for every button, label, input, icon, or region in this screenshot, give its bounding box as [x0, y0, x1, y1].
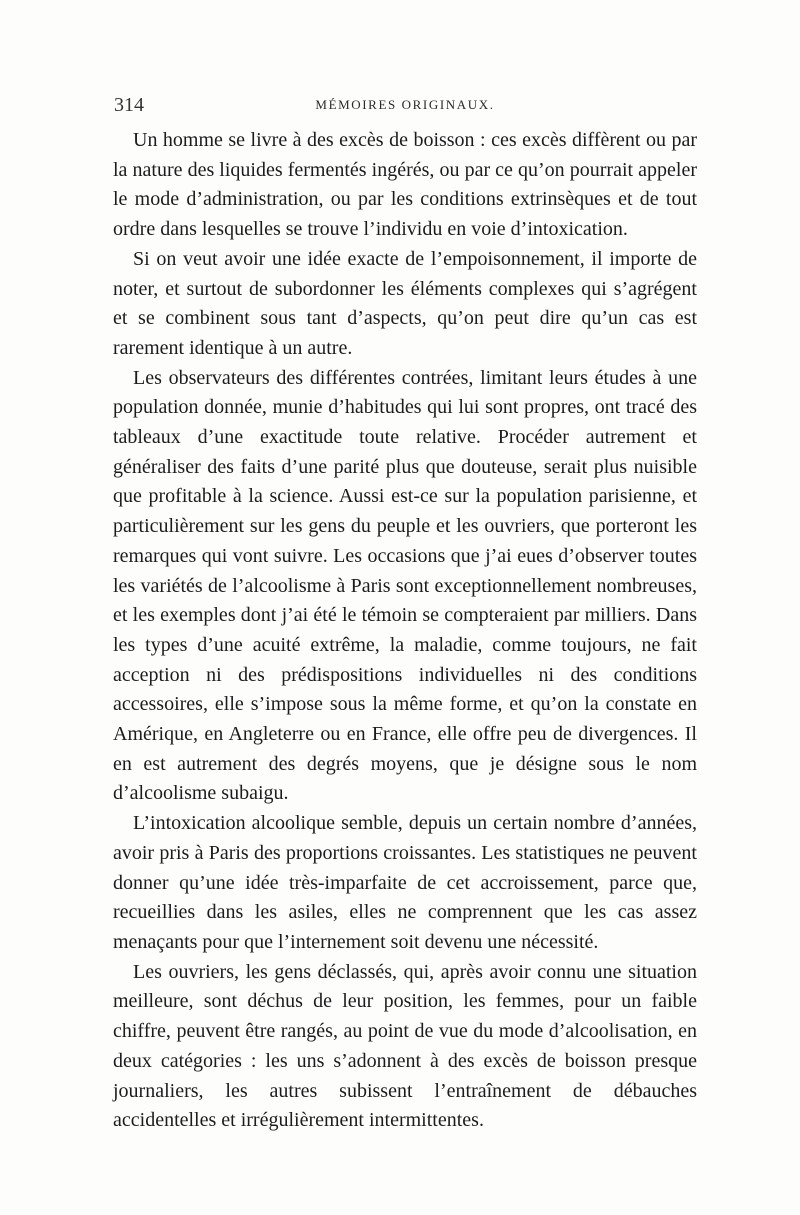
paragraph-3: Les observateurs des différentes contrées, limitant leurs études à une population donnée, munie d’habitudes qui lui sont propres, ont tracé des tableaux d’une exactitude toute relative. Procéder autrement et généraliser des faits d’une parité plus que douteuse, serait plus nuisible que profitable à la science. Aussi est-ce sur la population parisienne, et particulièrement sur les gens du peuple et les ouvriers, que porteront les remarques qui vont suivre. Les occasions que j’ai eues d’observer toutes les variétés de l’alcoolisme à Paris sont exceptionnellement nombreuses, et les exemples dont j’ai été le témoin se compteraient par milliers. Dans les types d’une acuité extrême, la maladie, comme toujours, ne fait acception ni des prédispositions individuelles ni des conditions accessoires, elle s’impose sous la même forme, et qu’on la constate en Amérique, en Angleterre ou en France, elle offre peu de divergences. Il en est autrement des degrés moyens, que je désigne sous le nom d’alcoolisme subaigu. — [113, 366, 697, 805]
running-title: MÉMOIRES ORIGINAUX. — [315, 97, 495, 112]
paragraph-4: L’intoxication alcoolique semble, depuis un certain nombre d’années, avoir pris à Paris des proportions croissantes. Les statistiques ne peuvent donner qu’une idée très-imparfaite de cet accroissement, parce que, recueillies dans les asiles, elles ne comprennent que les cas assez menaçants pour que l’internement soit devenu une nécessité. — [113, 812, 697, 953]
paragraph-5: Les ouvriers, les gens déclassés, qui, après avoir connu une situation meilleure, sont déchus de leur position, les femmes, pour un faible chiffre, peuvent être rangés, au point de vue du mode d’alcoolisation, en deux catégories : les uns s’adonnent à des excès de boisson presque journaliers, les autres subissent l’entraînement de débauches accidentelles et irrégulièrement intermittentes. — [113, 960, 697, 1132]
paragraph-2: Si on veut avoir une idée exacte de l’empoisonnement, il importe de noter, et surtout de subordonner les éléments complexes qui s’agrégent et se combinent sous tant d’aspects, qu’on peut dire qu’un cas est rarement identique à un autre. — [113, 247, 697, 359]
running-head — [114, 94, 696, 118]
page-number: 314 — [114, 94, 144, 116]
paragraph-1: Un homme se livre à des excès de boisson : ces excès diffèrent ou par la nature des liquides fermentés ingérés, ou par ce qu’on pourrait appeler le mode d’administration, ou par les conditions extrinsèques et de tout ordre dans lesquelles se trouve l’individu en voie d’intoxication. — [113, 129, 697, 241]
body-text — [113, 126, 697, 1136]
